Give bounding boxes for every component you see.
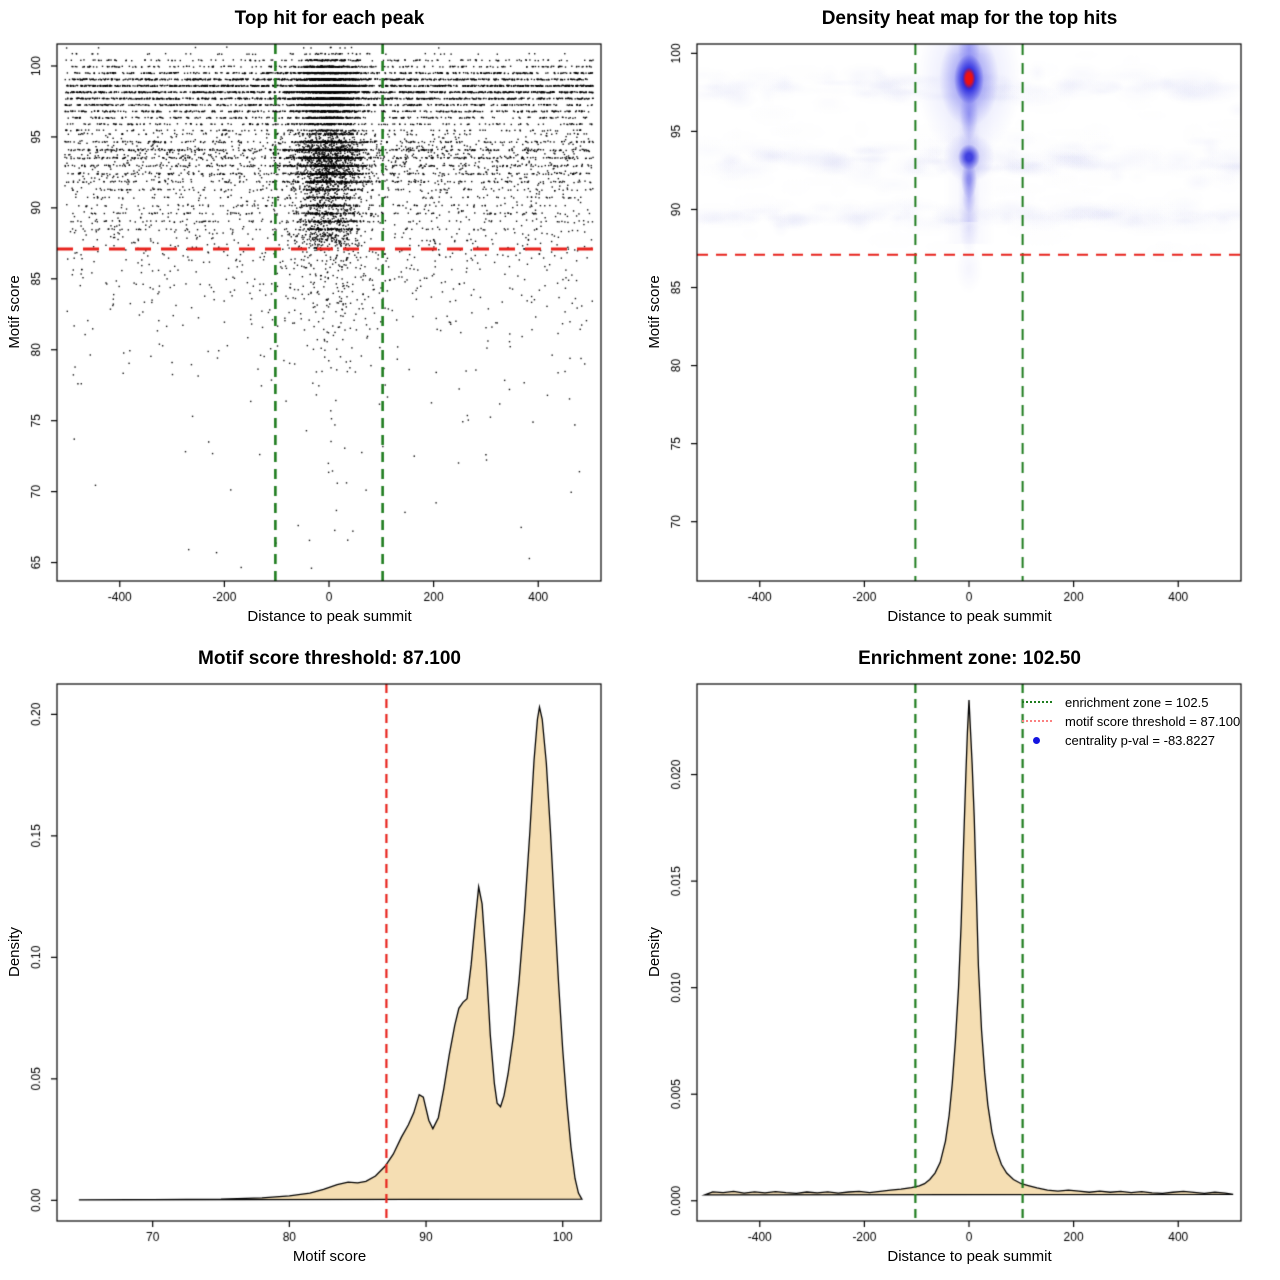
enrichment-zone-line-sample [1022,694,1052,711]
threshold-line-sample [1022,713,1052,730]
panel-title: Enrichment zone: 102.50 [858,648,1081,669]
y-axis-label: Motif score [6,275,23,349]
panel-title: Motif score threshold: 87.100 [198,648,461,669]
legend-row [1022,694,1240,711]
dotted-line-icon [1022,720,1052,722]
dot-icon [1033,737,1040,744]
legend-row [1022,732,1240,749]
x-axis-label: Distance to peak summit [887,608,1052,625]
legend-label: centrality p-val = -83.8227 [1065,733,1215,748]
panel-top-hit-scatter [0,0,640,640]
panel-density-heatmap [640,0,1280,640]
y-axis-label: Density [6,926,23,978]
x-axis-label: Distance to peak summit [247,608,412,625]
x-axis-label: Motif score [292,1248,367,1265]
y-axis-label: Density [646,926,663,978]
y-axis-label: Motif score [646,275,663,349]
legend-label: motif score threshold = 87.100 [1065,714,1241,729]
legend [1022,694,1240,751]
panel-title: Top hit for each peak [234,8,425,29]
legend-row [1022,713,1240,730]
score-density-canvas [0,640,640,1280]
pval-dot-sample [1022,732,1052,749]
panel-enrichment-zone-density [640,640,1280,1280]
legend-label: enrichment zone = 102.5 [1065,695,1209,710]
heatmap-canvas [640,0,1280,640]
panel-motif-score-density [0,640,640,1280]
dotted-line-icon [1022,701,1052,703]
x-axis-label: Distance to peak summit [887,1248,1052,1265]
scatter-plot-canvas [0,0,640,640]
panel-title: Density heat map for the top hits [821,8,1118,29]
